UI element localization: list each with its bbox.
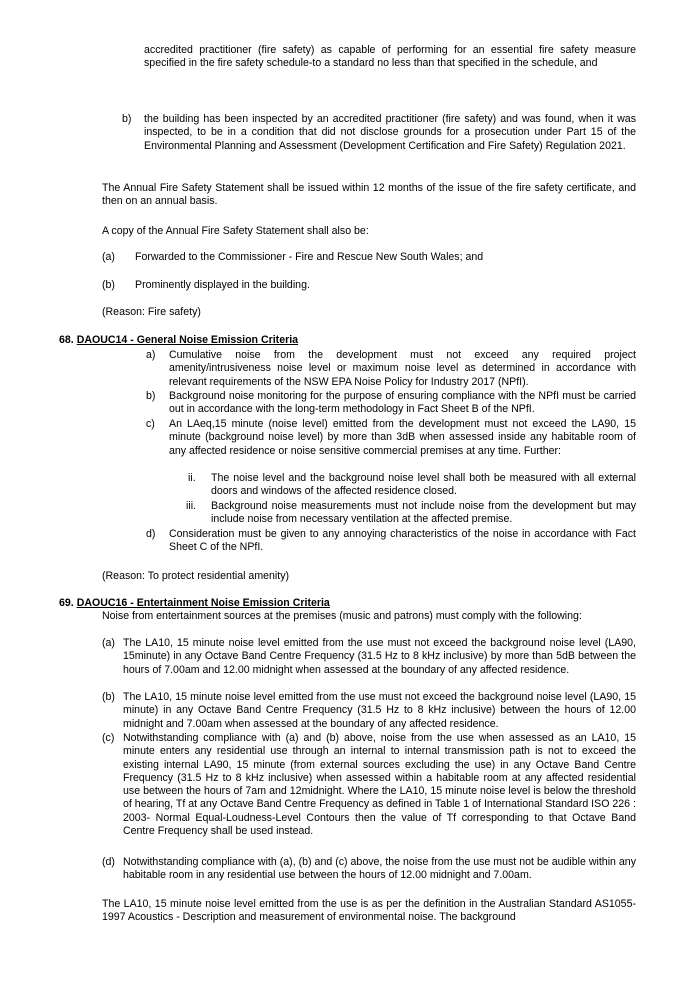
- condition-title: DAOUC14 - General Noise Emission Criteria: [76, 334, 299, 346]
- list-label: c): [146, 418, 155, 430]
- condition-heading: [59, 334, 298, 347]
- list-item: Notwithstanding compliance with (a), (b) and (c) above, the noise from the use must not be audible within any habitable room in any residential use between the hours of 12.00 midnight and 7.00am.: [123, 856, 636, 882]
- paragraph: The Annual Fire Safety Statement shall be issued within 12 months of the issue of the fire safety certificate, and then on an annual basis.: [102, 182, 636, 208]
- reason-text: (Reason: Fire safety): [102, 306, 201, 318]
- condition-number: 68.: [59, 334, 74, 346]
- list-label: (a): [102, 637, 115, 649]
- list-item: Cumulative noise from the development must not exceed any required project amenity/intrusiveness noise level or maximum noise level as determined in accordance with relevant requirements of the NSW EPA Noise Policy for Industry 2017 (NPfI).: [169, 349, 636, 388]
- paragraph: A copy of the Annual Fire Safety Statement shall also be:: [102, 225, 369, 237]
- list-item: Background noise measurements must not include noise from the development but may include noise from necessary ventilation at the affected premise.: [211, 500, 636, 526]
- list-item: The LA10, 15 minute noise level emitted from the use must not exceed the background noise level (LA90, 15minute) in any Octave Band Centre Frequency (31.5 Hz to 8 kHz inclusive) by more than 5dB between the hours of 7.00am and 12.00 midnight when assessed at the boundary of any affected residence.: [123, 637, 636, 676]
- list-item: The LA10, 15 minute noise level emitted from the use must not exceed the background noise level (LA90, 15 minute) in any Octave Band Centre Frequency (31.5 Hz to 8 kHz inclusive) between the hours of 12.00 midnight and 7.00am when assessed at the boundary of any affected residence.: [123, 691, 636, 730]
- list-label: (a): [102, 251, 115, 263]
- list-label: (c): [102, 732, 115, 744]
- list-label: b): [146, 390, 156, 402]
- list-label: (d): [102, 856, 115, 868]
- condition-heading: [59, 597, 330, 610]
- list-item: Notwithstanding compliance with (a) and (b) above, noise from the use when assessed as an LA10, 15 minute enters any residential use through an internal to internal transmission path is not to exceed the existing internal LA90, 15 minute (from external sources excluding the use) in any Octave Band Centre Frequency (31.5 Hz to 8 kHz inclusive) when assessed within a habitable room at any affected residential use between the hours of 7am and 12midnight. Where the LA10, 15 minute noise level is below the threshold of hearing, Tf at any Octave Band Centre Frequency as defined in Table 1 of International Standard ISO 226 : 2003- Normal Equal-Loudness-Level Contours then the value of Tf corresponding to that Octave Band Centre Frequency shall be used instead.: [123, 732, 636, 838]
- list-label: b): [122, 113, 132, 125]
- list-label: (b): [102, 279, 115, 291]
- condition-title: DAOUC16 - Entertainment Noise Emission Criteria: [76, 597, 330, 609]
- list-item: Prominently displayed in the building.: [135, 279, 310, 291]
- continuation-paragraph: accredited practitioner (fire safety) as capable of performing for an essential fire safety measure specified in the fire safety schedule-to a standard no less than that specified in the schedule, and: [144, 44, 636, 70]
- list-label: a): [146, 349, 156, 361]
- list-label: iii.: [186, 500, 197, 512]
- list-item: The noise level and the background noise level shall both be measured with all external doors and windows of the affected residence closed.: [211, 472, 636, 498]
- paragraph: The LA10, 15 minute noise level emitted from the use is as per the definition in the Australian Standard AS1055-1997 Acoustics - Description and measurement of environmental noise. The background: [102, 898, 636, 924]
- list-item: Forwarded to the Commissioner - Fire and Rescue New South Wales; and: [135, 251, 484, 263]
- list-item: Background noise monitoring for the purpose of ensuring compliance with the NPfI must be carried out in accordance with the long-term methodology in Fact Sheet B of the NPfI.: [169, 390, 636, 416]
- list-label: ii.: [188, 472, 196, 484]
- list-item: the building has been inspected by an accredited practitioner (fire safety) and was found, when it was inspected, to be in a condition that did not disclose grounds for a prosecution under Part 15 of the Environmental Planning and Assessment (Development Certification and Fire Safety) Regulation 2021.: [144, 113, 636, 152]
- reason-text: (Reason: To protect residential amenity): [102, 570, 290, 582]
- list-label: (b): [102, 691, 115, 703]
- condition-number: 69.: [59, 597, 74, 609]
- paragraph: Noise from entertainment sources at the premises (music and patrons) must comply with the following:: [102, 610, 582, 622]
- list-item: Consideration must be given to any annoying characteristics of the noise in accordance with Fact Sheet C of the NPfI.: [169, 528, 636, 554]
- list-item: An LAeq,15 minute (noise level) emitted from the development must not exceed the LA90, 15 minute (background noise level) by more than 3dB when assessed inside any habitable room of any affected residence or noise sensitive commercial premises at any time. Further:: [169, 418, 636, 457]
- list-label: d): [146, 528, 156, 540]
